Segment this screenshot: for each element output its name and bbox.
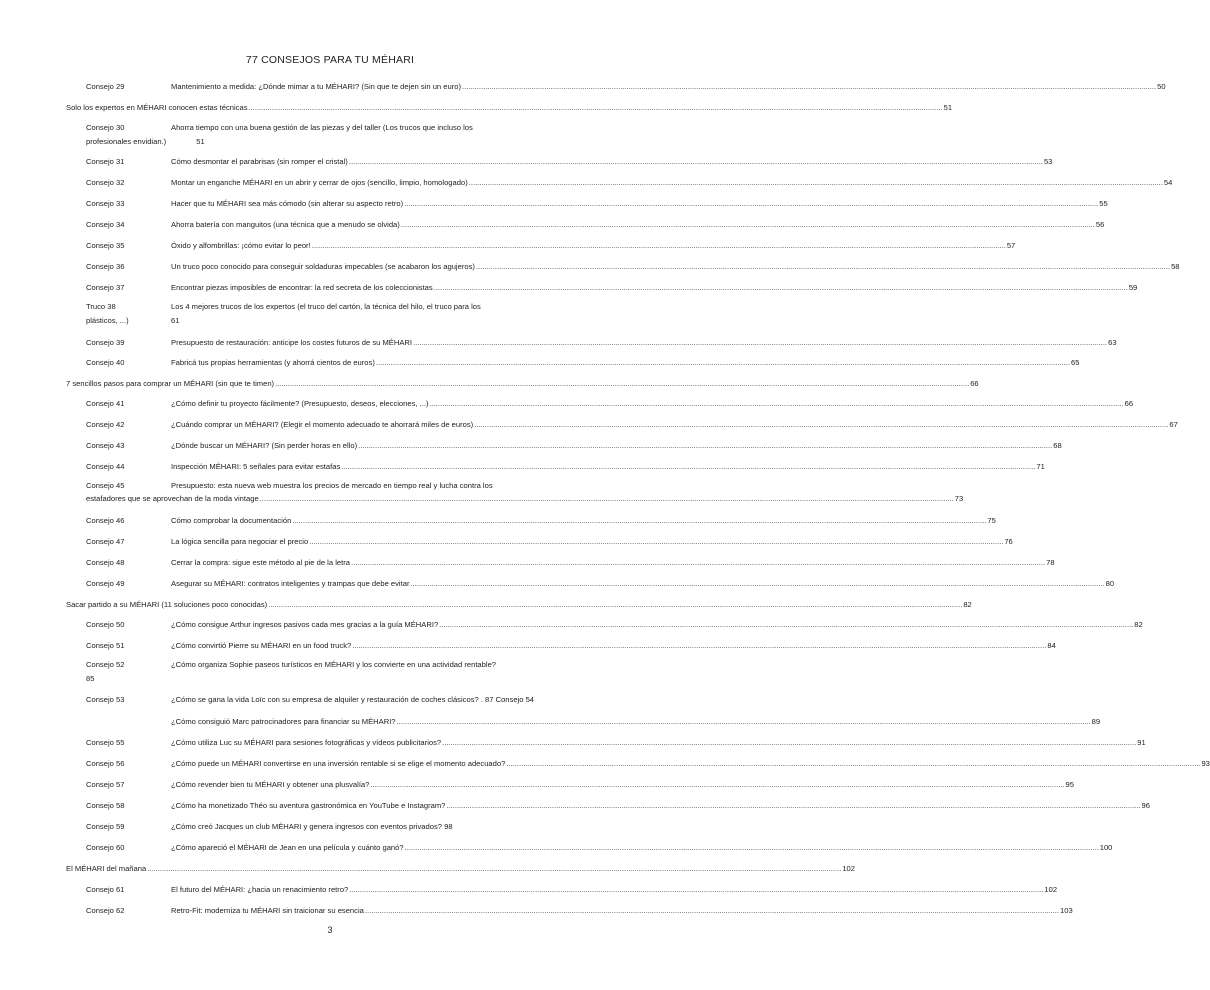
toc-section xyxy=(66,864,855,874)
leader-dots xyxy=(249,103,943,113)
toc-page: 96 xyxy=(1141,801,1150,810)
toc-text: Un truco poco conocido para conseguir soldaduras impecables (se acabaron los agujeros) xyxy=(171,262,475,271)
toc-label: Consejo 50 xyxy=(86,620,125,629)
leader-dots xyxy=(397,717,1091,727)
toc-page: 55 xyxy=(1099,199,1108,208)
toc-text: ¿Cómo definir tu proyecto fácilmente? (Presupuesto, deseos, elecciones, ...) xyxy=(171,399,429,408)
toc-entry xyxy=(66,801,1150,811)
toc-page: 75 xyxy=(987,516,996,525)
leader-dots xyxy=(404,199,1098,209)
toc-text: Hacer que tu MÉHARI sea más cómodo (sin alterar su aspecto retro) xyxy=(171,199,404,208)
toc-entry xyxy=(66,695,590,705)
toc-label: Consejo 29 xyxy=(86,82,125,91)
toc-text: ¿Cómo convirtió Pierre su MÉHARI en un food truck? xyxy=(171,641,352,650)
toc-text: ¿Cómo utiliza Luc su MÉHARI para sesiones fotográficas y vídeos publicitarios? xyxy=(171,738,442,747)
toc-text: Cómo comprobar la documentación xyxy=(171,516,292,525)
toc-page: 80 xyxy=(1105,579,1115,588)
toc-entry xyxy=(66,462,1045,472)
toc-entry xyxy=(66,660,590,684)
leader-dots xyxy=(439,620,1133,630)
toc-label: Consejo 55 xyxy=(86,738,125,747)
toc-entry xyxy=(66,738,1146,748)
toc-text: ¿Cuándo comprar un MÉHARI? (Elegir el momento adecuado te ahorrará miles de euros) xyxy=(171,420,474,429)
toc-entry xyxy=(66,579,1115,589)
toc-page: 58 xyxy=(1171,262,1180,271)
leader-dots xyxy=(474,420,1168,430)
toc-label: Consejo 34 xyxy=(86,220,125,229)
leader-dots xyxy=(376,358,1070,368)
toc-text: Óxido y alfombrillas: ¡cómo evitar lo peor! xyxy=(171,241,311,250)
toc-page: 59 xyxy=(1128,283,1138,292)
toc-label: Consejo 56 xyxy=(86,759,125,768)
toc-text: ¿Cómo apareció el MÉHARI de Jean en una película y cuánto ganó? xyxy=(171,843,404,852)
toc-entry xyxy=(66,283,1138,293)
toc-label: Consejo 45 xyxy=(86,481,125,490)
toc-page: 51 xyxy=(943,103,953,112)
leader-dots xyxy=(506,759,1200,769)
toc-section-title: Solo los expertos en MÉHARI conocen estas técnicas xyxy=(66,103,248,112)
toc-text: ¿Cómo puede un MÉHARI convertirse en una inversión rentable si se elige el momento adecuado? xyxy=(171,759,506,768)
toc-page: 82 xyxy=(963,600,972,609)
toc-page: 100 xyxy=(1099,843,1113,852)
toc-page: 63 xyxy=(1108,338,1117,347)
toc-entry xyxy=(66,220,1105,230)
toc-page: 85 xyxy=(86,674,95,683)
toc-section-title: 7 sencillos pasos para comprar un MÉHARI (sin que te timen) xyxy=(66,379,275,388)
leader-dots xyxy=(352,641,1046,651)
toc-page: 67 xyxy=(1169,420,1178,429)
toc-entry xyxy=(66,759,1210,769)
leader-dots xyxy=(341,462,1035,472)
leader-dots xyxy=(410,579,1104,589)
toc-entry xyxy=(66,82,1166,92)
toc-entry xyxy=(66,199,1108,209)
toc-label: Consejo 57 xyxy=(86,780,125,789)
toc-text: ¿Cómo creó Jacques un club MÉHARI y genera ingresos con eventos privados? 98 xyxy=(171,822,453,831)
toc-label: Consejo 61 xyxy=(86,885,125,894)
leader-dots xyxy=(434,283,1128,293)
toc-text: Encontrar piezas imposibles de encontrar: la red secreta de los coleccionistas xyxy=(171,283,433,292)
toc-label: Truco 38 xyxy=(86,302,116,311)
toc-label: Consejo 37 xyxy=(86,283,125,292)
page-title: 77 CONSEJOS PARA TU MÉHARI xyxy=(245,54,415,66)
toc-label: Consejo 46 xyxy=(86,516,125,525)
toc-text: Inspección MÉHARI: 5 señales para evitar estafas xyxy=(171,462,341,471)
toc-label: Consejo 33 xyxy=(86,199,125,208)
toc-page: 56 xyxy=(1095,220,1105,229)
toc-entry xyxy=(66,420,1178,430)
toc-page: 84 xyxy=(1047,641,1056,650)
toc-label: Consejo 53 xyxy=(86,695,125,704)
toc-page: 57 xyxy=(1006,241,1016,250)
toc-entry xyxy=(66,399,1134,409)
toc-text-cont: estafadores que se aprovechan de la moda vintage xyxy=(86,494,259,503)
toc-label: Consejo 47 xyxy=(86,537,125,546)
toc-text: ¿Cómo revender bien tu MÉHARI y obtener una plusvalía? xyxy=(171,780,370,789)
toc-entry xyxy=(66,558,1055,568)
toc-page: 103 xyxy=(1060,906,1073,915)
toc-text: La lógica sencilla para negociar el precio xyxy=(171,537,309,546)
leader-dots xyxy=(260,494,954,504)
toc-page: 78 xyxy=(1046,558,1055,567)
toc-label: Consejo 30 xyxy=(86,123,125,132)
leader-dots xyxy=(268,600,962,610)
toc-entry xyxy=(66,780,1074,790)
toc-page: 76 xyxy=(1004,537,1013,546)
toc-text: ¿Dónde buscar un MÉHARI? (Sin perder horas en ello) xyxy=(171,441,358,450)
toc-text: Ahorra batería con manguitos (una técnica que a menudo se olvida) xyxy=(171,220,400,229)
toc-text: Mantenimiento a medida: ¿Dónde mimar a tu MÉHARI? (Sin que te dejen sin un euro) xyxy=(171,82,461,91)
toc-text: Asegurar su MÉHARI: contratos inteligentes y trampas que debe evitar xyxy=(171,579,410,588)
leader-dots xyxy=(476,262,1170,272)
toc-entry xyxy=(66,537,1013,547)
toc-entry xyxy=(66,641,1056,651)
toc-text: Los 4 mejores trucos de los expertos (el truco del cartón, la técnica del hilo, el truco para los xyxy=(171,302,481,311)
toc-label: Consejo 39 xyxy=(86,338,125,347)
leader-dots xyxy=(147,864,841,874)
toc-page: 66 xyxy=(1124,399,1134,408)
toc-entry xyxy=(66,822,590,832)
toc-page: 53 xyxy=(1043,157,1053,166)
toc-label: Consejo 49 xyxy=(86,579,125,588)
leader-dots xyxy=(405,843,1099,853)
leader-dots xyxy=(370,780,1064,790)
toc-section xyxy=(66,103,953,113)
toc-text: ¿Cómo consigue Arthur ingresos pasivos cada mes gracias a la guía MÉHARI? xyxy=(171,620,439,629)
toc-text: ¿Cómo ha monetizado Théo su aventura gastronómica en YouTube e Instagram? xyxy=(171,801,446,810)
toc-text: Fabricá tus propias herramientas (y ahorrá cientos de euros) xyxy=(171,358,375,367)
toc-entry xyxy=(66,157,1053,167)
toc-label: Consejo 44 xyxy=(86,462,125,471)
toc-entry xyxy=(66,302,590,326)
toc-text: Presupuesto de restauración: anticipe los costes futuros de su MÉHARI xyxy=(171,338,413,347)
leader-dots xyxy=(349,157,1043,167)
toc-entry xyxy=(66,717,1101,727)
toc-text: Ahorra tiempo con una buena gestión de las piezas y del taller (Los trucos que incluso los xyxy=(171,123,473,132)
page-number: 3 xyxy=(327,925,333,935)
leader-dots xyxy=(275,379,969,389)
toc-label: Consejo 32 xyxy=(86,178,125,187)
toc-label: Consejo 40 xyxy=(86,358,125,367)
toc-entry xyxy=(66,441,1062,451)
toc-label: Consejo 58 xyxy=(86,801,125,810)
leader-dots xyxy=(351,558,1045,568)
leader-dots xyxy=(365,906,1059,916)
toc-entry xyxy=(66,338,1117,348)
toc-label: Consejo 42 xyxy=(86,420,125,429)
toc-text: ¿Cómo consiguió Marc patrocinadores para financiar su MÉHARI? xyxy=(171,717,396,726)
toc-label: Consejo 43 xyxy=(86,441,125,450)
toc-text: Cómo desmontar el parabrisas (sin romper el cristal) xyxy=(171,157,348,166)
toc-section-title: El MÉHARI del mañana xyxy=(66,864,147,873)
toc-label: Consejo 52 xyxy=(86,660,125,669)
toc-page: 95 xyxy=(1065,780,1074,789)
toc-page: 82 xyxy=(1134,620,1143,629)
toc-entry xyxy=(66,241,1016,251)
toc-page: 65 xyxy=(1071,358,1080,367)
leader-dots xyxy=(469,178,1163,188)
toc-page: 91 xyxy=(1137,738,1146,747)
leader-dots xyxy=(349,885,1043,895)
toc-entry xyxy=(66,178,1173,188)
toc-text-cont: profesionales envidian.) xyxy=(86,137,167,146)
toc-page: 102 xyxy=(842,864,855,873)
leader-dots xyxy=(413,338,1107,348)
toc-page: 89 xyxy=(1091,717,1101,726)
toc-page: 68 xyxy=(1053,441,1062,450)
toc-entry xyxy=(66,123,590,147)
toc-page: 50 xyxy=(1157,82,1166,91)
toc-label: Consejo 41 xyxy=(86,399,125,408)
toc-text: Retro-Fit: moderniza tu MÉHARI sin traicionar su esencia xyxy=(171,906,364,915)
toc-page: 51 xyxy=(196,137,205,146)
toc-label-cont: plásticos, ...) xyxy=(86,316,129,325)
leader-dots xyxy=(358,441,1052,451)
leader-dots xyxy=(429,399,1123,409)
toc-entry xyxy=(66,885,1058,895)
toc-page: 66 xyxy=(970,379,979,388)
toc-text: Cerrar la compra: sigue este método al pie de la letra xyxy=(171,558,350,567)
toc-label: Consejo 36 xyxy=(86,262,125,271)
toc-label: Consejo 51 xyxy=(86,641,125,650)
toc-entry xyxy=(66,906,1073,916)
leader-dots xyxy=(462,82,1156,92)
toc-page: 73 xyxy=(954,494,964,503)
leader-dots xyxy=(309,537,1003,547)
toc-entry xyxy=(66,620,1143,630)
toc-entry xyxy=(66,481,964,504)
toc-page: 54 xyxy=(1163,178,1173,187)
toc-entry xyxy=(66,516,996,526)
toc-text: ¿Cómo se gana la vida Loïc con su empresa de alquiler y restauración de coches clásicos? . 87 Consejo 54 xyxy=(171,695,535,704)
toc-label: Consejo 31 xyxy=(86,157,125,166)
toc-label: Consejo 48 xyxy=(86,558,125,567)
toc-text: Presupuesto: esta nueva web muestra los precios de mercado en tiempo real y lucha contra los xyxy=(171,481,493,490)
toc-text: El futuro del MÉHARI: ¿hacia un renacimiento retro? xyxy=(171,885,349,894)
toc-text: Montar un enganche MÉHARI en un abrir y cerrar de ojos (sencillo, limpio, homologado) xyxy=(171,178,468,187)
leader-dots xyxy=(292,516,986,526)
toc-label: Consejo 60 xyxy=(86,843,125,852)
toc-label: Consejo 59 xyxy=(86,822,125,831)
toc-section-title: Sacar partido a su MÉHARI (11 soluciones poco conocidas) xyxy=(66,600,268,609)
toc-page: 93 xyxy=(1201,759,1210,768)
leader-dots xyxy=(442,738,1136,748)
toc-label: Consejo 62 xyxy=(86,906,125,915)
toc-section xyxy=(66,379,979,389)
toc-text: ¿Cómo organiza Sophie paseos turísticos en MÉHARI y los convierte en una actividad rentable? xyxy=(171,660,497,669)
toc-page: 61 xyxy=(171,316,180,325)
toc-entry xyxy=(66,843,1113,853)
toc-entry xyxy=(66,358,1080,368)
toc-page: 71 xyxy=(1036,462,1045,471)
leader-dots xyxy=(401,220,1095,230)
toc-entry xyxy=(66,262,1180,272)
leader-dots xyxy=(312,241,1006,251)
leader-dots xyxy=(446,801,1140,811)
toc-section xyxy=(66,600,972,610)
toc-label: Consejo 35 xyxy=(86,241,125,250)
toc-page: 102 xyxy=(1044,885,1058,894)
